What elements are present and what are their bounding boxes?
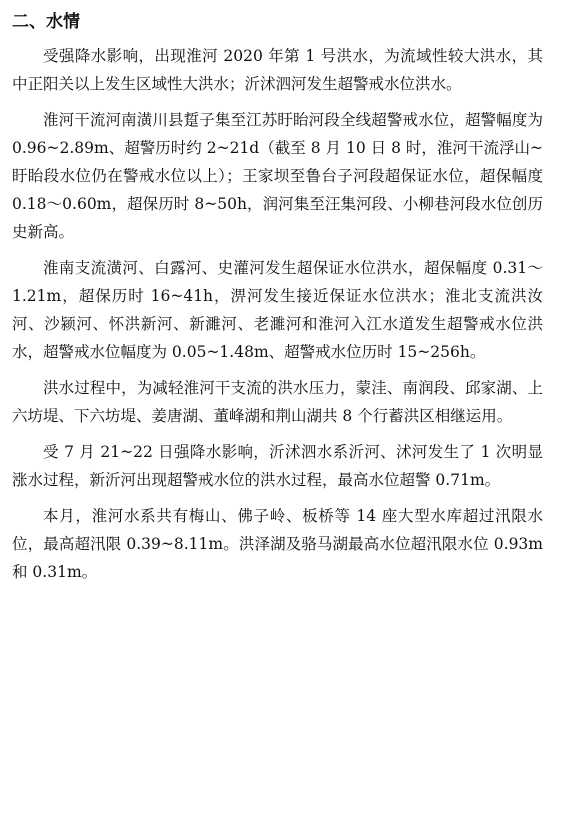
paragraph-yishusi-rivers: 受 7 月 21~22 日强降水影响，沂沭泗水系沂河、沭河发生了 1 次明显涨水过程，新沂河出现超警戒水位的洪水过程，最高水位超警 0.71m。 (12, 443, 543, 489)
paragraph-tributaries: 淮南支流潢河、白露河、史灌河发生超保证水位洪水，超保幅度 0.31～1.21m，超保历时 16~41h，淠河发生接近保证水位洪水；淮北支流洪汝河、沙颍河、怀洪新河、新濉河、老濉河和淮河入江水道发生超警戒水位洪水，超警戒水位幅度为 0.05~1.48m、超警戒水位历时 15~256h。 (12, 259, 543, 361)
paragraph-flood-storage-areas: 洪水过程中，为减轻淮河干支流的洪水压力，蒙洼、南润段、邱家湖、上六坊堤、下六坊堤、姜唐湖、董峰湖和荆山湖共 8 个行蓄洪区相继运用。 (12, 379, 543, 425)
paragraph-mainstream-levels: 淮河干流河南潢川县踅子集至江苏盱眙河段全线超警戒水位，超警幅度为 0.96~2.89m、超警历时约 2~21d（截至 8 月 10 日 8 时，淮河干流浮山~盱眙段水位仍在警戒水位以上）；王家坝至鲁台子河段超保证水位，超保幅度 0.18～0.60m，超保历时 8~50h，润河集至汪集河段、小柳巷河段水位创历史新高。 (12, 111, 543, 241)
section-heading: 二、水情 (12, 12, 80, 32)
paragraph-flood-overview: 受强降水影响，出现淮河 2020 年第 1 号洪水，为流域性较大洪水，其中正阳关以上发生区域性大洪水；沂沭泗河发生超警戒水位洪水。 (12, 47, 543, 93)
paragraph-reservoirs: 本月，淮河水系共有梅山、佛子岭、板桥等 14 座大型水库超过汛限水位，最高超汛限 0.39~8.11m。洪泽湖及骆马湖最高水位超汛限水位 0.93m 和 0.31m。 (12, 507, 543, 581)
